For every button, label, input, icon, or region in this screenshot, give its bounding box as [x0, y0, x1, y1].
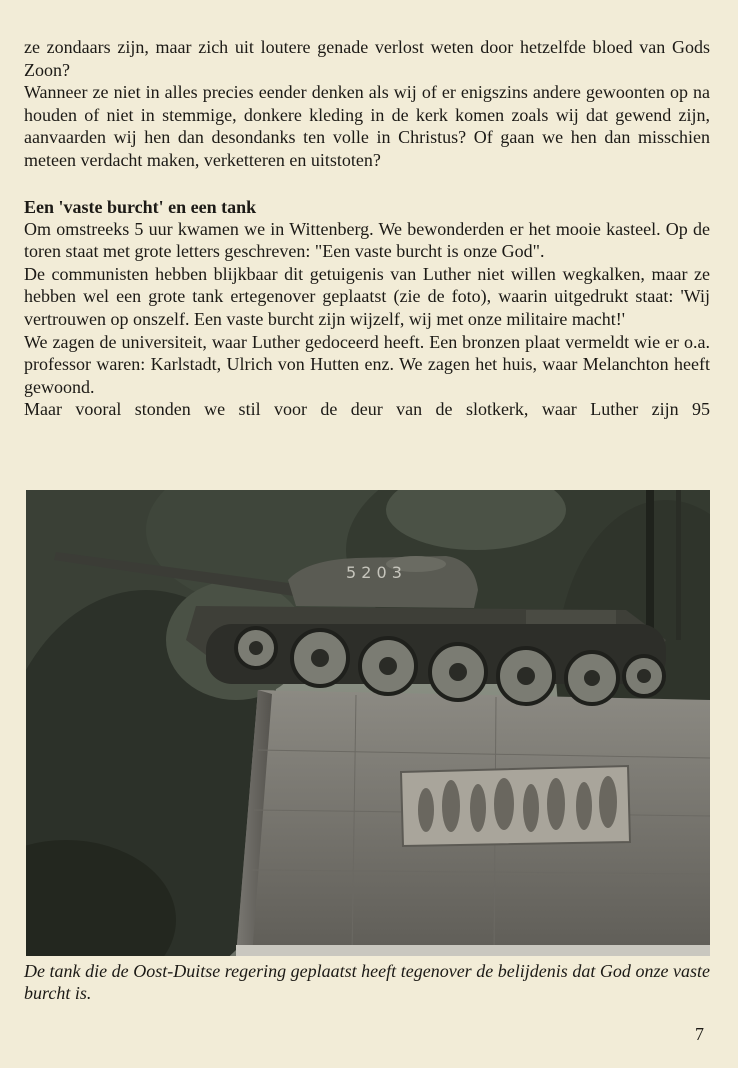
page-number: 7: [695, 1024, 704, 1044]
paragraph-6: Maar vooral stonden we stil voor de deur van de slotkerk, waar Luther zijn 95: [24, 399, 710, 420]
paragraph-3: Om omstreeks 5 uur kwamen we in Wittenberg. We bewonderden er het mooie kasteel. Op de toren staat met grote letters geschreven: "Een vaste burcht is onze God".: [24, 218, 710, 262]
turret-marking: 5 2 0 3: [346, 563, 402, 582]
paragraph-4: De communisten hebben blijkbaar dit getuigenis van Luther niet willen wegkalken, maar ze hebben wel een grote tank ertegenover geplaatst (zie de foto), waarin uitgedrukt staat: 'Wij vertrouwen op onszelf. Een vaste burcht zijn wijzelf, wij met onze militaire macht!': [24, 263, 710, 329]
section-heading: Een 'vaste burcht' en een tank: [24, 196, 257, 217]
relief-plaque: [401, 766, 630, 846]
paragraph-2: Wanneer ze niet in alles precies eender denken als wij of er enigszins andere gewoonten op na houden of niet in stemmige, donkere kleding in de kerk komen zoals wij dat gewend zijn, aanvaarden wij hen dan desondanks ten volle in Christus? Of gaan we hen dan misschien meteen verdacht maken, verketteren en uitstoten?: [24, 82, 710, 170]
body-text: [24, 36, 710, 421]
photo-caption: De tank die de Oost-Duitse regering geplaatst heeft tegenover de belijdenis dat God onze vaste burcht is.: [24, 961, 710, 1003]
paragraph-1: ze zondaars zijn, maar zich uit loutere genade verlost weten door hetzelfde bloed van Gods Zoon?: [24, 37, 710, 80]
tank-photo: [26, 490, 710, 956]
paragraph-5: We zagen de universiteit, waar Luther gedoceerd heeft. Een bronzen plaat vermeldt wie er o.a. professor waren: Karlstadt, Ulrich von Hutten enz. We zagen het huis, waar Melanchton heeft gewoond.: [24, 331, 710, 397]
